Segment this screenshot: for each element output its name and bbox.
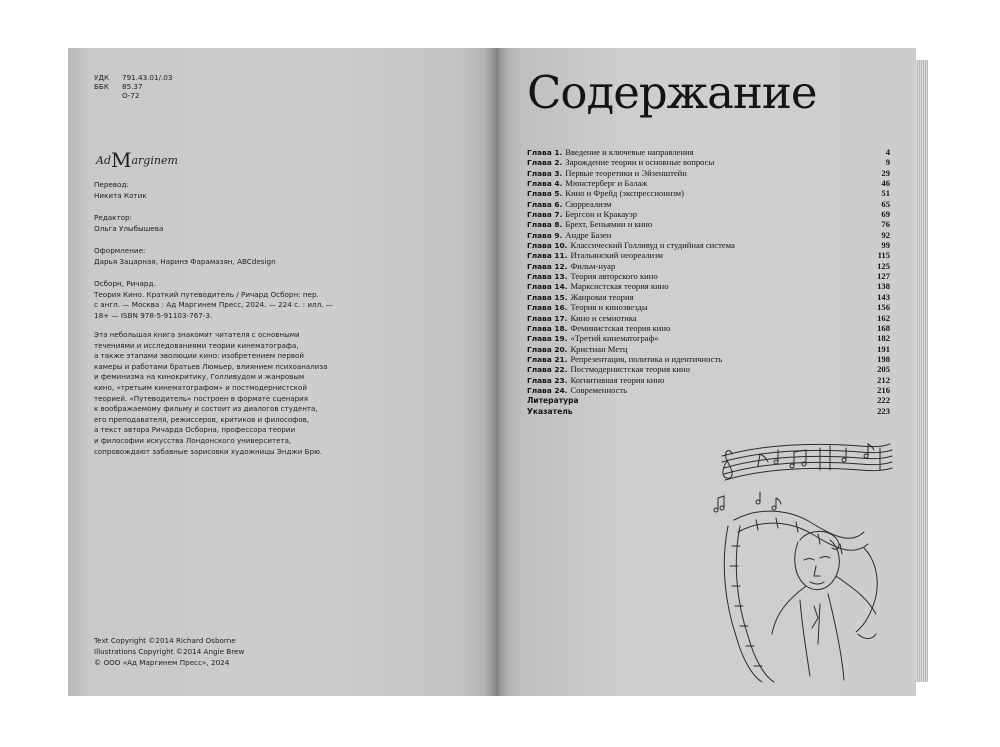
- toc-chapter-title: Жанровая теория: [570, 291, 634, 302]
- translation-value: Никита Котик: [94, 191, 147, 200]
- toc-chapter-title: Андре Базен: [565, 229, 612, 240]
- toc-chapter-title: Теория авторского кино: [570, 271, 658, 282]
- toc-page-number: 29: [881, 167, 890, 178]
- toc-chapter-number: Глава 19.: [527, 334, 568, 344]
- toc-entry: [527, 364, 890, 374]
- toc-chapter-number: Глава 12.: [527, 261, 568, 271]
- toc-page-number: 223: [877, 405, 890, 416]
- toc-entry: [527, 157, 890, 167]
- toc-chapter-number: Глава 21.: [527, 354, 568, 364]
- toc-page-number: 138: [877, 281, 890, 292]
- toc-entry: [527, 302, 890, 312]
- publisher-logo: AdMarginem: [96, 148, 178, 172]
- toc-page-number: 191: [877, 343, 890, 354]
- toc-chapter-number: Глава 14.: [527, 282, 568, 292]
- toc-entry: [527, 323, 890, 333]
- toc-chapter-title: Феминистская теория кино: [570, 322, 671, 333]
- toc-page-number: 76: [881, 219, 890, 230]
- toc-chapter-number: Глава 17.: [527, 313, 568, 323]
- toc-chapter-number: Глава 11.: [527, 251, 568, 261]
- toc-chapter-title: Первые теоретики и Эйзенштейн: [565, 167, 687, 178]
- toc-page-number: 115: [877, 250, 890, 261]
- toc-entry: [527, 147, 890, 157]
- toc-page-number: 162: [877, 312, 890, 323]
- toc-page-number: 69: [881, 209, 890, 220]
- toc-chapter-number: Глава 6.: [527, 199, 563, 209]
- toc-page-number: 92: [881, 229, 890, 240]
- toc-entry: [527, 395, 890, 405]
- toc-page-number: 46: [881, 178, 890, 189]
- toc-chapter-title: Мюнстерберг и Балаж: [565, 178, 648, 189]
- toc-entry: [527, 240, 890, 250]
- toc-chapter-title: Современность: [570, 384, 628, 395]
- toc-entry: [527, 219, 890, 229]
- design-label: Оформление:: [94, 246, 146, 255]
- toc-chapter-title: Итальянский неореализм: [570, 250, 663, 261]
- toc-entry: [527, 168, 890, 178]
- toc-entry: [527, 344, 890, 354]
- page-title: Содержание: [527, 66, 817, 119]
- toc-chapter-title: Постмодернистская теория кино: [570, 364, 690, 375]
- toc-page-number: 216: [877, 384, 890, 395]
- toc-chapter-title: Теория и кинозвезды: [570, 302, 648, 313]
- page-edges: [916, 60, 928, 682]
- toc-page-number: 65: [881, 198, 890, 209]
- toc-chapter-number: Глава 23.: [527, 375, 568, 385]
- toc-chapter-title: Классический Голливуд и студийная система: [570, 240, 735, 251]
- toc-chapter-number: Глава 22.: [527, 365, 568, 375]
- toc-entry: [527, 375, 890, 385]
- toc-chapter-title: Кино и семиотика: [570, 312, 637, 323]
- toc-chapter-title: Репрезентация, политика и идентичность: [570, 353, 723, 364]
- toc-chapter-title: Зарождение теории и основные вопросы: [565, 157, 715, 168]
- toc-chapter-title: Марксистская теория кино: [570, 281, 669, 292]
- toc-chapter-number: Глава 7.: [527, 210, 563, 220]
- toc-chapter-number: Глава 18.: [527, 323, 568, 333]
- toc-page-number: 168: [877, 322, 890, 333]
- toc-page-number: 127: [877, 271, 890, 282]
- toc-chapter-title: Кристиан Метц: [570, 343, 628, 354]
- toc-entry: [527, 250, 890, 260]
- book-description: Эта небольшая книга знакомит читателя с основными течениями и исследованиями теории кинематографа, а также этапами эволюции кино: изобретением первой камеры и работами братьев Люмьер, влиянием психоанализа и феминизма на кинокритику, Голливудом и жанровым кино, «третьим кинематографом» и постмодернистской теорией. «Путеводитель» построен в формате сценария к воображаемому фильму и состоит из диалогов студента, его преподавателя, режиссеров, критиков и философов, а текст автора Ричарда Осборна, профессора теории и философии искусства Лондонского университета, сопровождают забавные зарисовки художницы Энджи Брю.: [94, 330, 328, 456]
- toc-chapter-title: Сюрреализм: [565, 198, 612, 209]
- toc-page-number: 212: [877, 374, 890, 385]
- toc-chapter-number: Глава 4.: [527, 179, 563, 189]
- toc-chapter-title: Когнитивная теория кино: [570, 374, 665, 385]
- toc-chapter-number: Глава 3.: [527, 168, 563, 178]
- toc-page-number: 99: [881, 240, 890, 251]
- toc-chapter-number: Глава 5.: [527, 189, 563, 199]
- toc-entry: [527, 333, 890, 343]
- editor-value: Ольга Улыбышева: [94, 224, 164, 233]
- toc-page-number: 143: [877, 291, 890, 302]
- toc-page-number: 205: [877, 364, 890, 375]
- film-strip-sketch-illustration: [680, 436, 900, 686]
- toc-chapter-number: Глава 20.: [527, 344, 568, 354]
- toc-page-number: 51: [881, 188, 890, 199]
- toc-chapter-number: Глава 2.: [527, 158, 563, 168]
- toc-chapter-title: Брехт, Беньямин и кино: [565, 219, 653, 230]
- toc-page-number: 222: [877, 395, 890, 406]
- toc-chapter-title: Введение и ключевые направления: [565, 147, 694, 157]
- toc-page-number: 125: [877, 260, 890, 271]
- editor-label: Редактор:: [94, 213, 133, 222]
- toc-chapter-number: Глава 13.: [527, 272, 568, 282]
- toc-chapter-number: Глава 1.: [527, 148, 563, 157]
- toc-chapter-number: Глава 15.: [527, 292, 568, 302]
- toc-entry: [527, 261, 890, 271]
- udk-values: 791.43.01/.03 85.37 О-72: [122, 73, 173, 101]
- copyright-block: Text Copyright ©2014 Richard Osborne Illustrations Copyright ©2014 Angie Brew © ООО «Ад Маргинем Пресс», 2024: [94, 636, 245, 667]
- toc-page-number: 198: [877, 353, 890, 364]
- toc-chapter-title: Кино и Фрейд (экспрессионизм): [565, 188, 684, 199]
- table-of-contents: [527, 147, 890, 416]
- toc-chapter-number: Глава 10.: [527, 241, 568, 251]
- toc-chapter-title: Бергсон и Кракауэр: [565, 209, 638, 220]
- translation-label: Перевод:: [94, 180, 129, 189]
- toc-entry: [527, 209, 890, 219]
- toc-entry: [527, 354, 890, 364]
- toc-page-number: 182: [877, 333, 890, 344]
- toc-entry: [527, 281, 890, 291]
- toc-chapter-title: Фильм-нуар: [570, 260, 616, 271]
- toc-entry: [527, 188, 890, 198]
- catalog-record: Осборн, Ричард. Теория Кино. Краткий путеводитель / Ричард Осборн: пер. с англ. — Москва : Ад Маргинем Пресс, 2024. — 224 с. : илл. — 18+ — ISBN 978-5-91103-767-3.: [94, 279, 333, 320]
- toc-chapter-title: Указатель: [527, 406, 573, 416]
- toc-chapter-title: «Третий кинематограф»: [570, 333, 659, 344]
- toc-page-number: 9: [885, 157, 890, 168]
- toc-entry: [527, 230, 890, 240]
- toc-entry: [527, 406, 890, 416]
- toc-chapter-number: Глава 9.: [527, 230, 563, 240]
- toc-entry: [527, 292, 890, 302]
- toc-chapter-number: Глава 24.: [527, 385, 568, 395]
- toc-entry: [527, 385, 890, 395]
- spine-shadow: [486, 48, 508, 696]
- toc-entry: [527, 313, 890, 323]
- toc-entry: [527, 199, 890, 209]
- design-value: Дарья Зацарная, Наринэ Фарамазян, ABCdesign: [94, 257, 276, 266]
- toc-page-number: 156: [877, 302, 890, 313]
- udk-labels: УДК ББК: [94, 73, 110, 92]
- toc-entry: [527, 178, 890, 188]
- toc-chapter-number: Глава 8.: [527, 220, 563, 230]
- toc-page-number: 4: [885, 147, 890, 157]
- toc-entry: [527, 271, 890, 281]
- toc-chapter-title: Литература: [527, 396, 579, 406]
- toc-chapter-number: Глава 16.: [527, 303, 568, 313]
